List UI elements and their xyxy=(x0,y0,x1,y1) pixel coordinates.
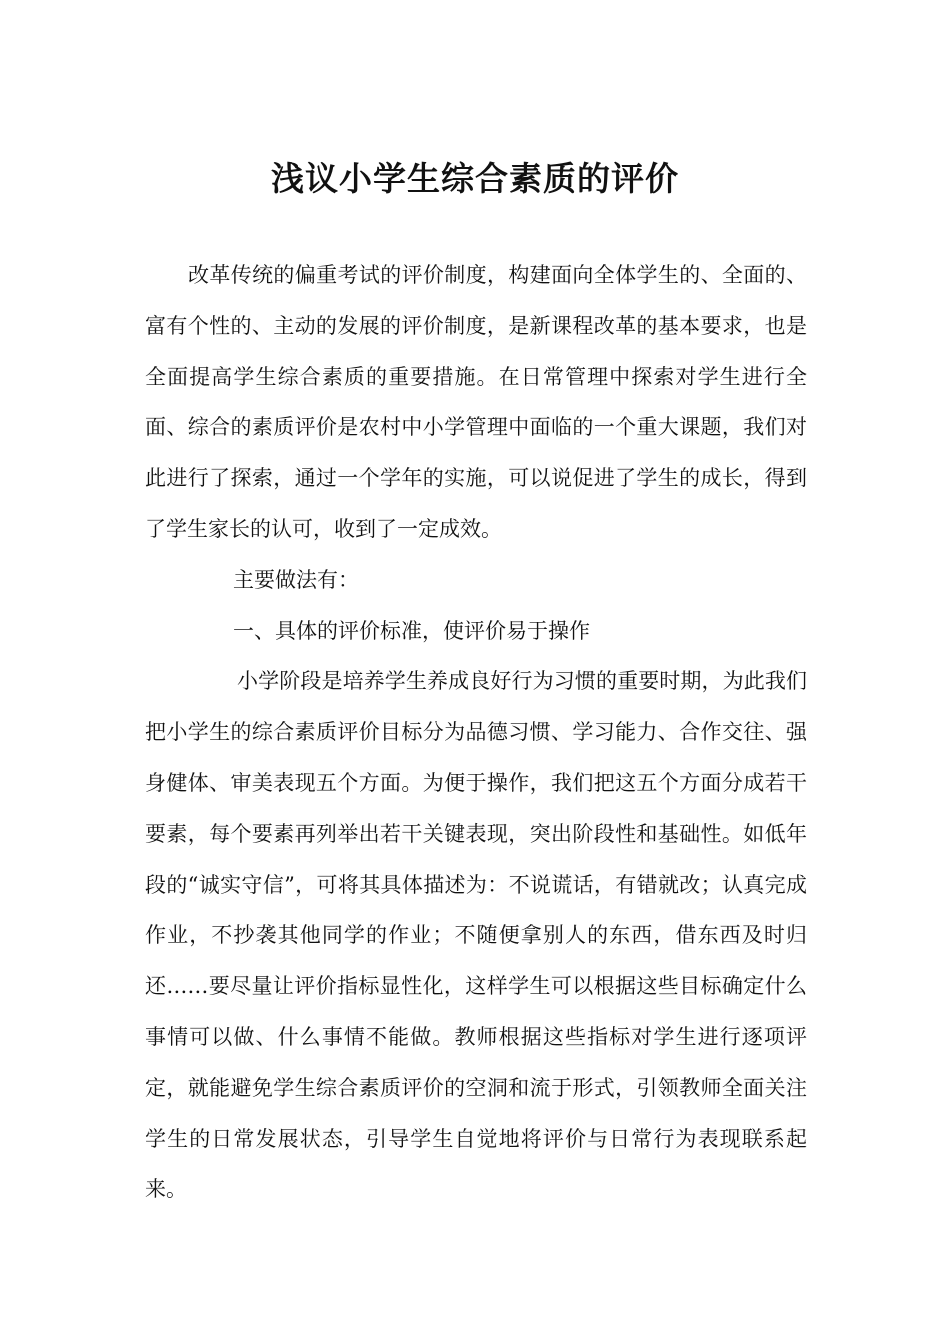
intro-paragraph: 改革传统的偏重考试的评价制度，构建面向全体学生的、全面的、富有个性的、主动的发展的评价制度，是新课程改革的基本要求，也是全面提高学生综合素质的重要措施。在日常管理中探索对学生进行全面、综合的素质评价是农村中小学管理中面临的一个重大课题，我们对此进行了探索，通过一个学年的实施，可以说促进了学生的成长，得到了学生家长的认可，收到了一定成效。 xyxy=(145,263,807,541)
section-heading-1: 一、具体的评价标准，使评价易于操作 xyxy=(233,618,590,643)
document-body xyxy=(145,250,807,1215)
document-title: 浅议小学生综合素质的评价 xyxy=(271,159,679,198)
section-1-paragraph: 小学阶段是培养学生养成良好行为习惯的重要时期，为此我们把小学生的综合素质评价目标分为品德习惯、学习能力、合作交往、强身健体、审美表现五个方面。为便于操作，我们把这五个方面分成若干要素，每个要素再列举出若干关键表现，突出阶段性和基础性。如低年段的“诚实守信”，可将其具体描述为：不说谎话，有错就改；认真完成作业，不抄袭其他同学的作业；不随便拿别人的东西，借东西及时归还……要尽量让评价指标显性化，这样学生可以根据这些目标确定什么事情可以做、什么事情不能做。教师根据这些指标对学生进行逐项评定，就能避免学生综合素质评价的空洞和流于形式，引领教师全面关注学生的日常发展状态，引导学生自觉地将评价与日常行为表现联系起来。 xyxy=(145,669,807,1202)
main-methods-heading: 主要做法有： xyxy=(233,567,359,592)
